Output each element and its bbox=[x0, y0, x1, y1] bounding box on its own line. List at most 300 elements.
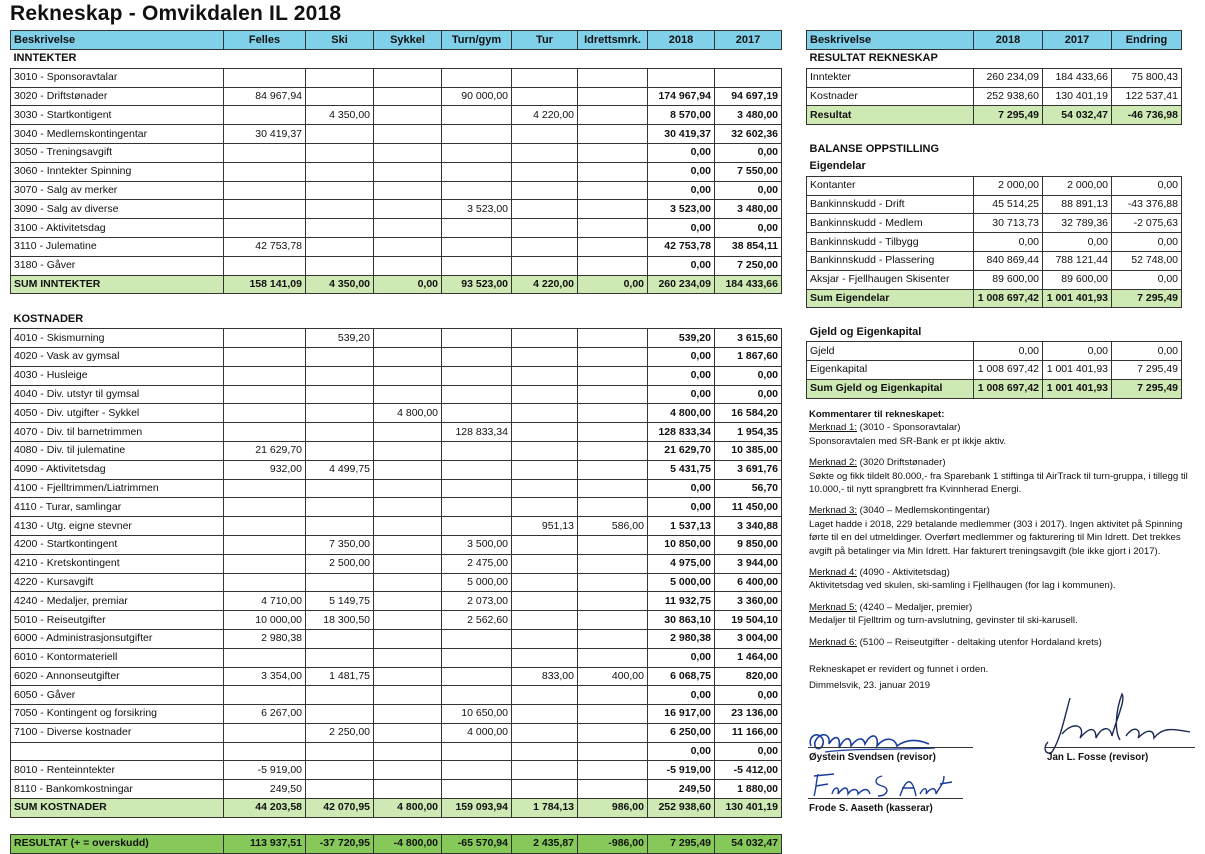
asset-row bbox=[807, 195, 1182, 214]
row-value bbox=[578, 143, 648, 162]
row-value bbox=[374, 237, 442, 256]
row-value bbox=[374, 366, 442, 385]
row-value: Idrettsmrk. bbox=[578, 31, 648, 50]
row-value bbox=[512, 404, 578, 423]
row-value bbox=[512, 125, 578, 144]
row-value: 1 008 697,42 bbox=[974, 379, 1043, 398]
row-value: 6 267,00 bbox=[224, 705, 306, 724]
row-value: 54 032,47 bbox=[715, 834, 782, 853]
spacer-row bbox=[807, 308, 1182, 324]
row-value: 0,00 bbox=[1112, 233, 1182, 252]
row-value: 113 937,51 bbox=[224, 834, 306, 853]
row-value: 30 419,37 bbox=[224, 125, 306, 144]
cost-row bbox=[11, 479, 782, 498]
row-value: 0,00 bbox=[715, 181, 782, 200]
row-label: SUM KOSTNADER bbox=[11, 799, 224, 818]
row-value bbox=[306, 347, 374, 366]
row-value: 0,00 bbox=[648, 648, 715, 667]
cost-row bbox=[11, 592, 782, 611]
row-value: 23 136,00 bbox=[715, 705, 782, 724]
row-value: 2018 bbox=[974, 31, 1043, 50]
row-label: 6010 - Kontormateriell bbox=[11, 648, 224, 667]
row-label: 3100 - Aktivitetsdag bbox=[11, 219, 224, 238]
row-value bbox=[374, 686, 442, 705]
row-value bbox=[512, 742, 578, 761]
row-value: 7 295,49 bbox=[1112, 360, 1182, 379]
row-value: 3 354,00 bbox=[224, 667, 306, 686]
result-row bbox=[11, 834, 782, 853]
row-value bbox=[512, 256, 578, 275]
row-value bbox=[512, 441, 578, 460]
row-value: 1 008 697,42 bbox=[974, 289, 1043, 308]
row-value bbox=[512, 460, 578, 479]
row-value: 7 250,00 bbox=[715, 256, 782, 275]
row-label: 3010 - Sponsoravtalar bbox=[11, 68, 224, 87]
row-value: 7 550,00 bbox=[715, 162, 782, 181]
row-value bbox=[374, 479, 442, 498]
row-value: 1 001 401,93 bbox=[1043, 379, 1112, 398]
row-value bbox=[512, 592, 578, 611]
row-value bbox=[374, 125, 442, 144]
signature-aaseth-label: Frode S. Aaseth (kasserar) bbox=[809, 803, 933, 814]
row-value bbox=[374, 667, 442, 686]
row-value: 0,00 bbox=[1112, 270, 1182, 289]
row-value: 30 713,73 bbox=[974, 214, 1043, 233]
row-value bbox=[374, 87, 442, 106]
row-value bbox=[442, 648, 512, 667]
row-value: 7 295,49 bbox=[648, 834, 715, 853]
cost-row bbox=[11, 667, 782, 686]
row-value: 21 629,70 bbox=[224, 441, 306, 460]
row-value: 3 480,00 bbox=[715, 106, 782, 125]
cost-row bbox=[11, 441, 782, 460]
row-label: Bankinnskudd - Drift bbox=[807, 195, 974, 214]
row-value: 0,00 bbox=[648, 366, 715, 385]
row-value: 75 800,43 bbox=[1112, 68, 1182, 87]
note-reference: (4240 – Medaljer, premier) bbox=[857, 601, 973, 613]
row-value: Turn/gym bbox=[442, 31, 512, 50]
row-value: 10 650,00 bbox=[442, 705, 512, 724]
row-value: -2 075,63 bbox=[1112, 214, 1182, 233]
row-value bbox=[512, 780, 578, 799]
row-value bbox=[306, 256, 374, 275]
row-value bbox=[224, 68, 306, 87]
row-value: 4 000,00 bbox=[442, 723, 512, 742]
row-value bbox=[374, 347, 442, 366]
row-value: 4 499,75 bbox=[306, 460, 374, 479]
income-sum-row bbox=[11, 275, 782, 294]
row-value bbox=[442, 385, 512, 404]
section-title: BALANSE OPPSTILLING bbox=[809, 142, 940, 155]
row-value bbox=[578, 106, 648, 125]
row-label: SUM INNTEKTER bbox=[11, 275, 224, 294]
asset-row bbox=[807, 176, 1182, 195]
row-value: 4 350,00 bbox=[306, 275, 374, 294]
row-value: 0,00 bbox=[715, 385, 782, 404]
row-value bbox=[306, 366, 374, 385]
row-value: 32 789,36 bbox=[1043, 214, 1112, 233]
row-value bbox=[306, 219, 374, 238]
row-value bbox=[512, 181, 578, 200]
row-value: 7 295,49 bbox=[1112, 289, 1182, 308]
row-value bbox=[374, 648, 442, 667]
row-value bbox=[374, 385, 442, 404]
row-value: 539,20 bbox=[648, 329, 715, 348]
row-value bbox=[374, 460, 442, 479]
row-value: -5 919,00 bbox=[648, 761, 715, 780]
debt-row bbox=[807, 342, 1182, 361]
row-value bbox=[648, 68, 715, 87]
cost-row bbox=[11, 686, 782, 705]
row-value bbox=[442, 517, 512, 536]
row-value bbox=[306, 87, 374, 106]
row-value bbox=[306, 686, 374, 705]
row-value: 0,00 bbox=[648, 742, 715, 761]
row-label bbox=[11, 742, 224, 761]
note-body: Laget hadde i 2018, 229 betalande medlemmer (303 i 2017). Ingen aktivitet på Spinning førte til en del utmeldinger. Overført medlemmer og fakturering til Min Idrett. Det trekkes avgift på betalinger via Min Idrett. Har fakturert treningsavgift (ble ikke gjort i 2017). bbox=[809, 518, 1183, 557]
row-value bbox=[224, 219, 306, 238]
row-value bbox=[224, 347, 306, 366]
note-reference: (3040 – Medlemskontingentar) bbox=[857, 505, 990, 517]
row-value: 5 149,75 bbox=[306, 592, 374, 611]
row-value: 89 600,00 bbox=[974, 270, 1043, 289]
note-label: Merknad 1: bbox=[809, 422, 857, 434]
balance-section-title bbox=[807, 140, 1182, 158]
row-value bbox=[306, 200, 374, 219]
row-value bbox=[224, 423, 306, 442]
row-value: 3 004,00 bbox=[715, 629, 782, 648]
row-value bbox=[578, 535, 648, 554]
row-value: 0,00 bbox=[648, 385, 715, 404]
row-value: 1 784,13 bbox=[512, 799, 578, 818]
row-value bbox=[374, 181, 442, 200]
row-value: 30 863,10 bbox=[648, 611, 715, 630]
cost-row bbox=[11, 742, 782, 761]
row-value bbox=[374, 423, 442, 442]
cost-row bbox=[11, 517, 782, 536]
row-value bbox=[512, 705, 578, 724]
row-value bbox=[306, 237, 374, 256]
row-label: Bankinnskudd - Medlem bbox=[807, 214, 974, 233]
row-value bbox=[578, 200, 648, 219]
row-value: 3 944,00 bbox=[715, 554, 782, 573]
cost-row bbox=[11, 723, 782, 742]
row-value: 174 967,94 bbox=[648, 87, 715, 106]
row-value: 0,00 bbox=[648, 479, 715, 498]
row-value: 3 500,00 bbox=[442, 535, 512, 554]
cost-row bbox=[11, 460, 782, 479]
row-value: 0,00 bbox=[974, 233, 1043, 252]
row-value bbox=[578, 742, 648, 761]
row-value bbox=[442, 68, 512, 87]
row-value bbox=[512, 385, 578, 404]
row-value bbox=[442, 256, 512, 275]
row-value: 539,20 bbox=[306, 329, 374, 348]
row-label: 6050 - Gåver bbox=[11, 686, 224, 705]
signature-svendsen-label: Øystein Svendsen (revisor) bbox=[809, 752, 936, 763]
row-value bbox=[578, 705, 648, 724]
row-value bbox=[578, 404, 648, 423]
row-value bbox=[374, 256, 442, 275]
row-value bbox=[578, 611, 648, 630]
row-value bbox=[374, 554, 442, 573]
row-value: 7 350,00 bbox=[306, 535, 374, 554]
debt-sum-row bbox=[807, 379, 1182, 398]
income-row bbox=[11, 106, 782, 125]
row-value: 4 220,00 bbox=[512, 275, 578, 294]
income-row bbox=[11, 125, 782, 144]
signature-line-1 bbox=[808, 747, 973, 748]
cost-row bbox=[11, 329, 782, 348]
row-value bbox=[224, 479, 306, 498]
row-value: 159 093,94 bbox=[442, 799, 512, 818]
row-value bbox=[578, 68, 648, 87]
row-value: Endring bbox=[1112, 31, 1182, 50]
row-value: -37 720,95 bbox=[306, 834, 374, 853]
row-value: 45 514,25 bbox=[974, 195, 1043, 214]
row-value bbox=[512, 347, 578, 366]
row-label: Sum Gjeld og Eigenkapital bbox=[807, 379, 974, 398]
row-value bbox=[512, 219, 578, 238]
income-row bbox=[11, 219, 782, 238]
row-value bbox=[512, 573, 578, 592]
row-value bbox=[442, 181, 512, 200]
row-value: 5 431,75 bbox=[648, 460, 715, 479]
row-value: -986,00 bbox=[578, 834, 648, 853]
row-value: 1 008 697,42 bbox=[974, 360, 1043, 379]
cost-row bbox=[11, 404, 782, 423]
income-row bbox=[11, 181, 782, 200]
row-value bbox=[512, 479, 578, 498]
row-value bbox=[512, 629, 578, 648]
signature-line-2 bbox=[1045, 747, 1195, 748]
row-value bbox=[224, 686, 306, 705]
row-value: 586,00 bbox=[578, 517, 648, 536]
row-value bbox=[224, 554, 306, 573]
row-value bbox=[578, 347, 648, 366]
row-value bbox=[224, 366, 306, 385]
row-value: 11 166,00 bbox=[715, 723, 782, 742]
row-value: 54 032,47 bbox=[1043, 106, 1112, 125]
row-value: 3 615,60 bbox=[715, 329, 782, 348]
row-value: 89 600,00 bbox=[1043, 270, 1112, 289]
result-line bbox=[807, 68, 1182, 87]
section-title: Eigendelar bbox=[809, 160, 866, 173]
row-value: 4 800,00 bbox=[374, 799, 442, 818]
row-value: 38 854,11 bbox=[715, 237, 782, 256]
note-label: Merknad 3: bbox=[809, 505, 857, 517]
row-value: 260 234,09 bbox=[648, 275, 715, 294]
note-label: Merknad 4: bbox=[809, 567, 857, 579]
row-value: 0,00 bbox=[648, 256, 715, 275]
comments-section bbox=[809, 408, 1199, 700]
row-value: 3 480,00 bbox=[715, 200, 782, 219]
row-value: 2018 bbox=[648, 31, 715, 50]
row-value bbox=[578, 441, 648, 460]
row-label: Eigenkapital bbox=[807, 360, 974, 379]
row-value: 0,00 bbox=[1112, 342, 1182, 361]
row-value: 30 419,37 bbox=[648, 125, 715, 144]
row-value: 0,00 bbox=[715, 219, 782, 238]
row-label: 4070 - Div. til barnetrimmen bbox=[11, 423, 224, 442]
row-value bbox=[374, 68, 442, 87]
row-value bbox=[442, 162, 512, 181]
row-value: 252 938,60 bbox=[974, 87, 1043, 106]
row-value: 84 967,94 bbox=[224, 87, 306, 106]
section-title: RESULTAT REKNESKAP bbox=[809, 52, 938, 65]
row-label: 4020 - Vask av gymsal bbox=[11, 347, 224, 366]
row-value: 3 691,76 bbox=[715, 460, 782, 479]
result-sum-row bbox=[807, 106, 1182, 125]
row-label: 4200 - Startkontingent bbox=[11, 535, 224, 554]
row-value: -43 376,88 bbox=[1112, 195, 1182, 214]
note-body: Søkte og fikk tildelt 80.000,- fra Sparebank 1 stiftinga til AirTrack til turn-gruppa, i tillegg til 10.000,- til nytt sprangbrett fra Kvinnherad Energi. bbox=[809, 470, 1188, 496]
cost-row bbox=[11, 780, 782, 799]
row-value bbox=[442, 460, 512, 479]
row-value: 130 401,19 bbox=[1043, 87, 1112, 106]
row-value: 122 537,41 bbox=[1112, 87, 1182, 106]
row-label: Aksjar - Fjellhaugen Skisenter bbox=[807, 270, 974, 289]
row-value bbox=[306, 404, 374, 423]
row-value: 42 753,78 bbox=[224, 237, 306, 256]
row-value bbox=[512, 200, 578, 219]
row-value: 0,00 bbox=[648, 498, 715, 517]
row-value: 2017 bbox=[1043, 31, 1112, 50]
row-value: 3 340,88 bbox=[715, 517, 782, 536]
row-label: 8110 - Bankomkostningar bbox=[11, 780, 224, 799]
row-value bbox=[306, 705, 374, 724]
row-value: 1 001 401,93 bbox=[1043, 360, 1112, 379]
row-value: 788 121,44 bbox=[1043, 251, 1112, 270]
comments-heading: Kommentarer til rekneskapet: bbox=[809, 409, 945, 420]
row-value bbox=[224, 200, 306, 219]
row-value bbox=[512, 87, 578, 106]
row-label: Beskrivelse bbox=[11, 31, 224, 50]
row-value bbox=[374, 592, 442, 611]
accounts-table bbox=[10, 30, 782, 854]
row-value bbox=[578, 592, 648, 611]
row-value: 1 880,00 bbox=[715, 780, 782, 799]
row-value bbox=[715, 68, 782, 87]
row-value bbox=[442, 125, 512, 144]
row-value bbox=[306, 385, 374, 404]
row-value: 0,00 bbox=[1043, 342, 1112, 361]
row-value: 0,00 bbox=[715, 742, 782, 761]
row-value: 1 464,00 bbox=[715, 648, 782, 667]
asset-row bbox=[807, 233, 1182, 252]
row-value: 10 850,00 bbox=[648, 535, 715, 554]
row-label: 4090 - Aktivitetsdag bbox=[11, 460, 224, 479]
debt-section-title bbox=[807, 323, 1182, 341]
row-label: 4110 - Turar, samlingar bbox=[11, 498, 224, 517]
row-value: 0,00 bbox=[715, 366, 782, 385]
row-label: 4010 - Skismurning bbox=[11, 329, 224, 348]
row-value bbox=[224, 535, 306, 554]
row-value: 400,00 bbox=[578, 667, 648, 686]
row-value bbox=[578, 573, 648, 592]
row-value: 4 800,00 bbox=[648, 404, 715, 423]
row-value bbox=[578, 423, 648, 442]
debt-row bbox=[807, 360, 1182, 379]
row-value bbox=[578, 329, 648, 348]
row-value bbox=[578, 219, 648, 238]
row-value bbox=[512, 686, 578, 705]
income-row bbox=[11, 200, 782, 219]
row-value: 8 570,00 bbox=[648, 106, 715, 125]
signature-line-3 bbox=[808, 798, 963, 799]
row-label: Beskrivelse bbox=[807, 31, 974, 50]
row-value bbox=[578, 479, 648, 498]
income-section-title bbox=[11, 50, 782, 69]
place-date: Dimmelsvik, 23. januar 2019 bbox=[809, 679, 931, 691]
row-label: 4220 - Kursavgift bbox=[11, 573, 224, 592]
row-value bbox=[306, 441, 374, 460]
row-value: 16 584,20 bbox=[715, 404, 782, 423]
row-value bbox=[306, 648, 374, 667]
row-label: Bankinnskudd - Plassering bbox=[807, 251, 974, 270]
comment-note bbox=[809, 601, 1199, 628]
row-value: 0,00 bbox=[648, 181, 715, 200]
row-value bbox=[374, 329, 442, 348]
row-value bbox=[224, 162, 306, 181]
row-value: 3 523,00 bbox=[648, 200, 715, 219]
row-value bbox=[578, 366, 648, 385]
row-value bbox=[442, 219, 512, 238]
row-label: Kontanter bbox=[807, 176, 974, 195]
row-value: -46 736,98 bbox=[1112, 106, 1182, 125]
row-label: Gjeld bbox=[807, 342, 974, 361]
row-label: 3180 - Gåver bbox=[11, 256, 224, 275]
row-value: 11 932,75 bbox=[648, 592, 715, 611]
row-value bbox=[224, 181, 306, 200]
income-row bbox=[11, 68, 782, 87]
row-value: 7 295,49 bbox=[1112, 379, 1182, 398]
result-section-title bbox=[807, 50, 1182, 69]
row-value bbox=[578, 237, 648, 256]
row-value bbox=[578, 761, 648, 780]
row-value bbox=[374, 498, 442, 517]
row-value: 0,00 bbox=[648, 347, 715, 366]
row-value: 0,00 bbox=[578, 275, 648, 294]
row-value bbox=[512, 554, 578, 573]
row-value bbox=[374, 162, 442, 181]
row-value bbox=[374, 219, 442, 238]
row-label: 4210 - Kretskontingent bbox=[11, 554, 224, 573]
row-value: -5 412,00 bbox=[715, 761, 782, 780]
row-value bbox=[224, 723, 306, 742]
asset-row bbox=[807, 270, 1182, 289]
row-value bbox=[374, 200, 442, 219]
row-label: 6020 - Annonseutgifter bbox=[11, 667, 224, 686]
row-label: Resultat bbox=[807, 106, 974, 125]
row-value bbox=[374, 106, 442, 125]
row-value: 1 954,35 bbox=[715, 423, 782, 442]
row-value bbox=[578, 648, 648, 667]
row-value bbox=[442, 366, 512, 385]
row-value bbox=[306, 68, 374, 87]
row-value: 128 833,34 bbox=[648, 423, 715, 442]
row-value: 2 000,00 bbox=[974, 176, 1043, 195]
row-value bbox=[224, 648, 306, 667]
row-label: 3030 - Startkontigent bbox=[11, 106, 224, 125]
row-value: 9 850,00 bbox=[715, 535, 782, 554]
row-value bbox=[442, 629, 512, 648]
section-title: INNTEKTER bbox=[13, 52, 77, 65]
signature-fosse-label: Jan L. Fosse (revisor) bbox=[1047, 752, 1149, 763]
row-value: 820,00 bbox=[715, 667, 782, 686]
row-value: Tur bbox=[512, 31, 578, 50]
income-row bbox=[11, 87, 782, 106]
